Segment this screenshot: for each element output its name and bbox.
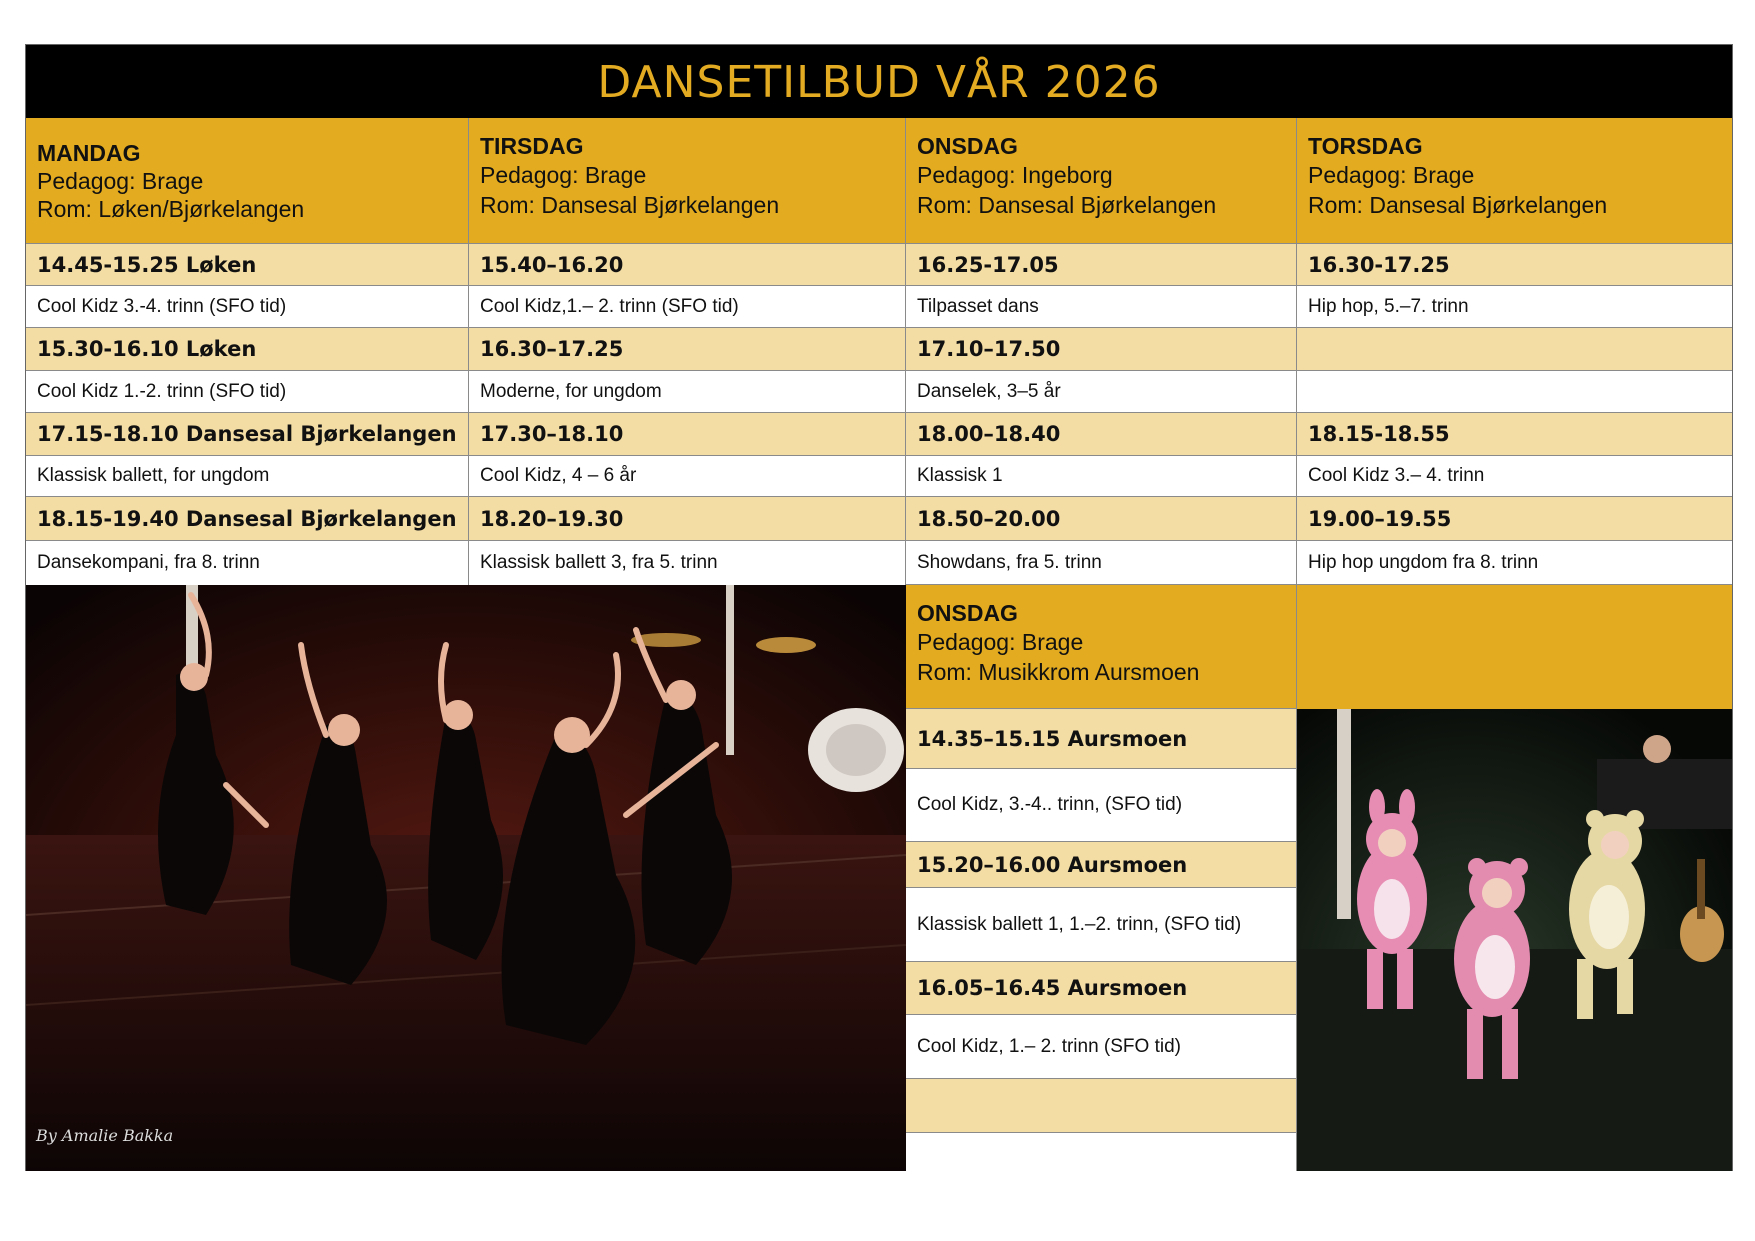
class-description: Showdans, fra 5. trinn (906, 541, 1297, 585)
class-description-empty (1297, 371, 1732, 413)
empty-gold-cell (1297, 585, 1732, 709)
time-slot: 17.10–17.50 (906, 328, 1297, 371)
day-name: TORSDAG (1308, 133, 1423, 159)
time-slot: 15.40–16.20 (469, 244, 906, 286)
time-slot: 19.00–19.55 (1297, 497, 1732, 541)
class-description: Klassisk 1 (906, 456, 1297, 497)
time-slot: 16.25-17.05 (906, 244, 1297, 286)
day-name: MANDAG (37, 140, 141, 166)
header-tirsdag (469, 118, 906, 244)
time-slot: 18.00–18.40 (906, 413, 1297, 456)
time-slot: 16.05–16.45 Aursmoen (906, 962, 1297, 1015)
day-name: ONSDAG (917, 600, 1018, 626)
class-description: Cool Kidz 3.– 4. trinn (1297, 456, 1732, 497)
class-description: Cool Kidz, 1.– 2. trinn (SFO tid) (906, 1015, 1297, 1079)
page-title: DANSETILBUD VÅR 2026 (26, 45, 1732, 118)
class-description: Dansekompani, fra 8. trinn (26, 541, 469, 585)
time-slot: 17.15-18.10 Dansesal Bjørkelangen (26, 413, 469, 456)
empty-description-cell (906, 1133, 1297, 1171)
ballet-photo (26, 585, 906, 1171)
pedagog-text: Pedagog: Brage (480, 162, 647, 188)
time-slot-empty (1297, 328, 1732, 371)
time-slot: 16.30–17.25 (469, 328, 906, 371)
pedagog-text: Pedagog: Brage (917, 629, 1084, 655)
time-slot: 14.45-15.25 Løken (26, 244, 469, 286)
class-description: Klassisk ballett 1, 1.–2. trinn, (SFO tid) (906, 888, 1297, 962)
room-text: Rom: Musikkrom Aursmoen (917, 659, 1200, 685)
header-torsdag (1297, 118, 1732, 244)
class-description: Hip hop ungdom fra 8. trinn (1297, 541, 1732, 585)
header-onsdag-aursmoen (906, 585, 1297, 709)
class-description: Cool Kidz 1.-2. trinn (SFO tid) (26, 371, 469, 413)
class-description: Cool Kidz, 4 – 6 år (469, 456, 906, 497)
time-slot: 15.30-16.10 Løken (26, 328, 469, 371)
class-description: Klassisk ballett 3, fra 5. trinn (469, 541, 906, 585)
pedagog-text: Pedagog: Ingeborg (917, 162, 1113, 188)
room-text: Rom: Dansesal Bjørkelangen (917, 192, 1217, 218)
ballet-stage-illustration (26, 585, 906, 1171)
time-slot: 18.15-18.55 (1297, 413, 1732, 456)
time-slot: 16.30-17.25 (1297, 244, 1732, 286)
empty-time-slot (906, 1079, 1297, 1133)
class-description: Tilpasset dans (906, 286, 1297, 328)
class-description: Danselek, 3–5 år (906, 371, 1297, 413)
time-slot: 18.20–19.30 (469, 497, 906, 541)
time-slot: 14.35–15.15 Aursmoen (906, 709, 1297, 769)
class-description: Hip hop, 5.–7. trinn (1297, 286, 1732, 328)
photo-credit: By Amalie Bakka (36, 1126, 174, 1145)
pedagog-text: Pedagog: Brage (1308, 162, 1475, 188)
class-description: Cool Kidz,1.– 2. trinn (SFO tid) (469, 286, 906, 328)
class-description: Klassisk ballett, for ungdom (26, 456, 469, 497)
room-text: Rom: Dansesal Bjørkelangen (480, 192, 780, 218)
time-slot: 15.20–16.00 Aursmoen (906, 842, 1297, 888)
time-slot: 17.30–18.10 (469, 413, 906, 456)
time-slot: 18.50–20.00 (906, 497, 1297, 541)
room-text: Rom: Dansesal Bjørkelangen (1308, 192, 1608, 218)
header-onsdag (906, 118, 1297, 244)
class-description: Cool Kidz 3.-4. trinn (SFO tid) (26, 286, 469, 328)
class-description: Cool Kidz, 3.-4.. trinn, (SFO tid) (906, 769, 1297, 842)
pedagog-text: Pedagog: Brage (37, 168, 204, 194)
header-mandag (26, 118, 469, 244)
day-name: ONSDAG (917, 133, 1018, 159)
time-slot: 18.15-19.40 Dansesal Bjørkelangen (26, 497, 469, 541)
class-description: Moderne, for ungdom (469, 371, 906, 413)
kids-costume-photo (1297, 709, 1732, 1171)
room-text: Rom: Løken/Bjørkelangen (37, 196, 305, 222)
day-name: TIRSDAG (480, 133, 584, 159)
kids-stage-illustration (1297, 709, 1732, 1171)
